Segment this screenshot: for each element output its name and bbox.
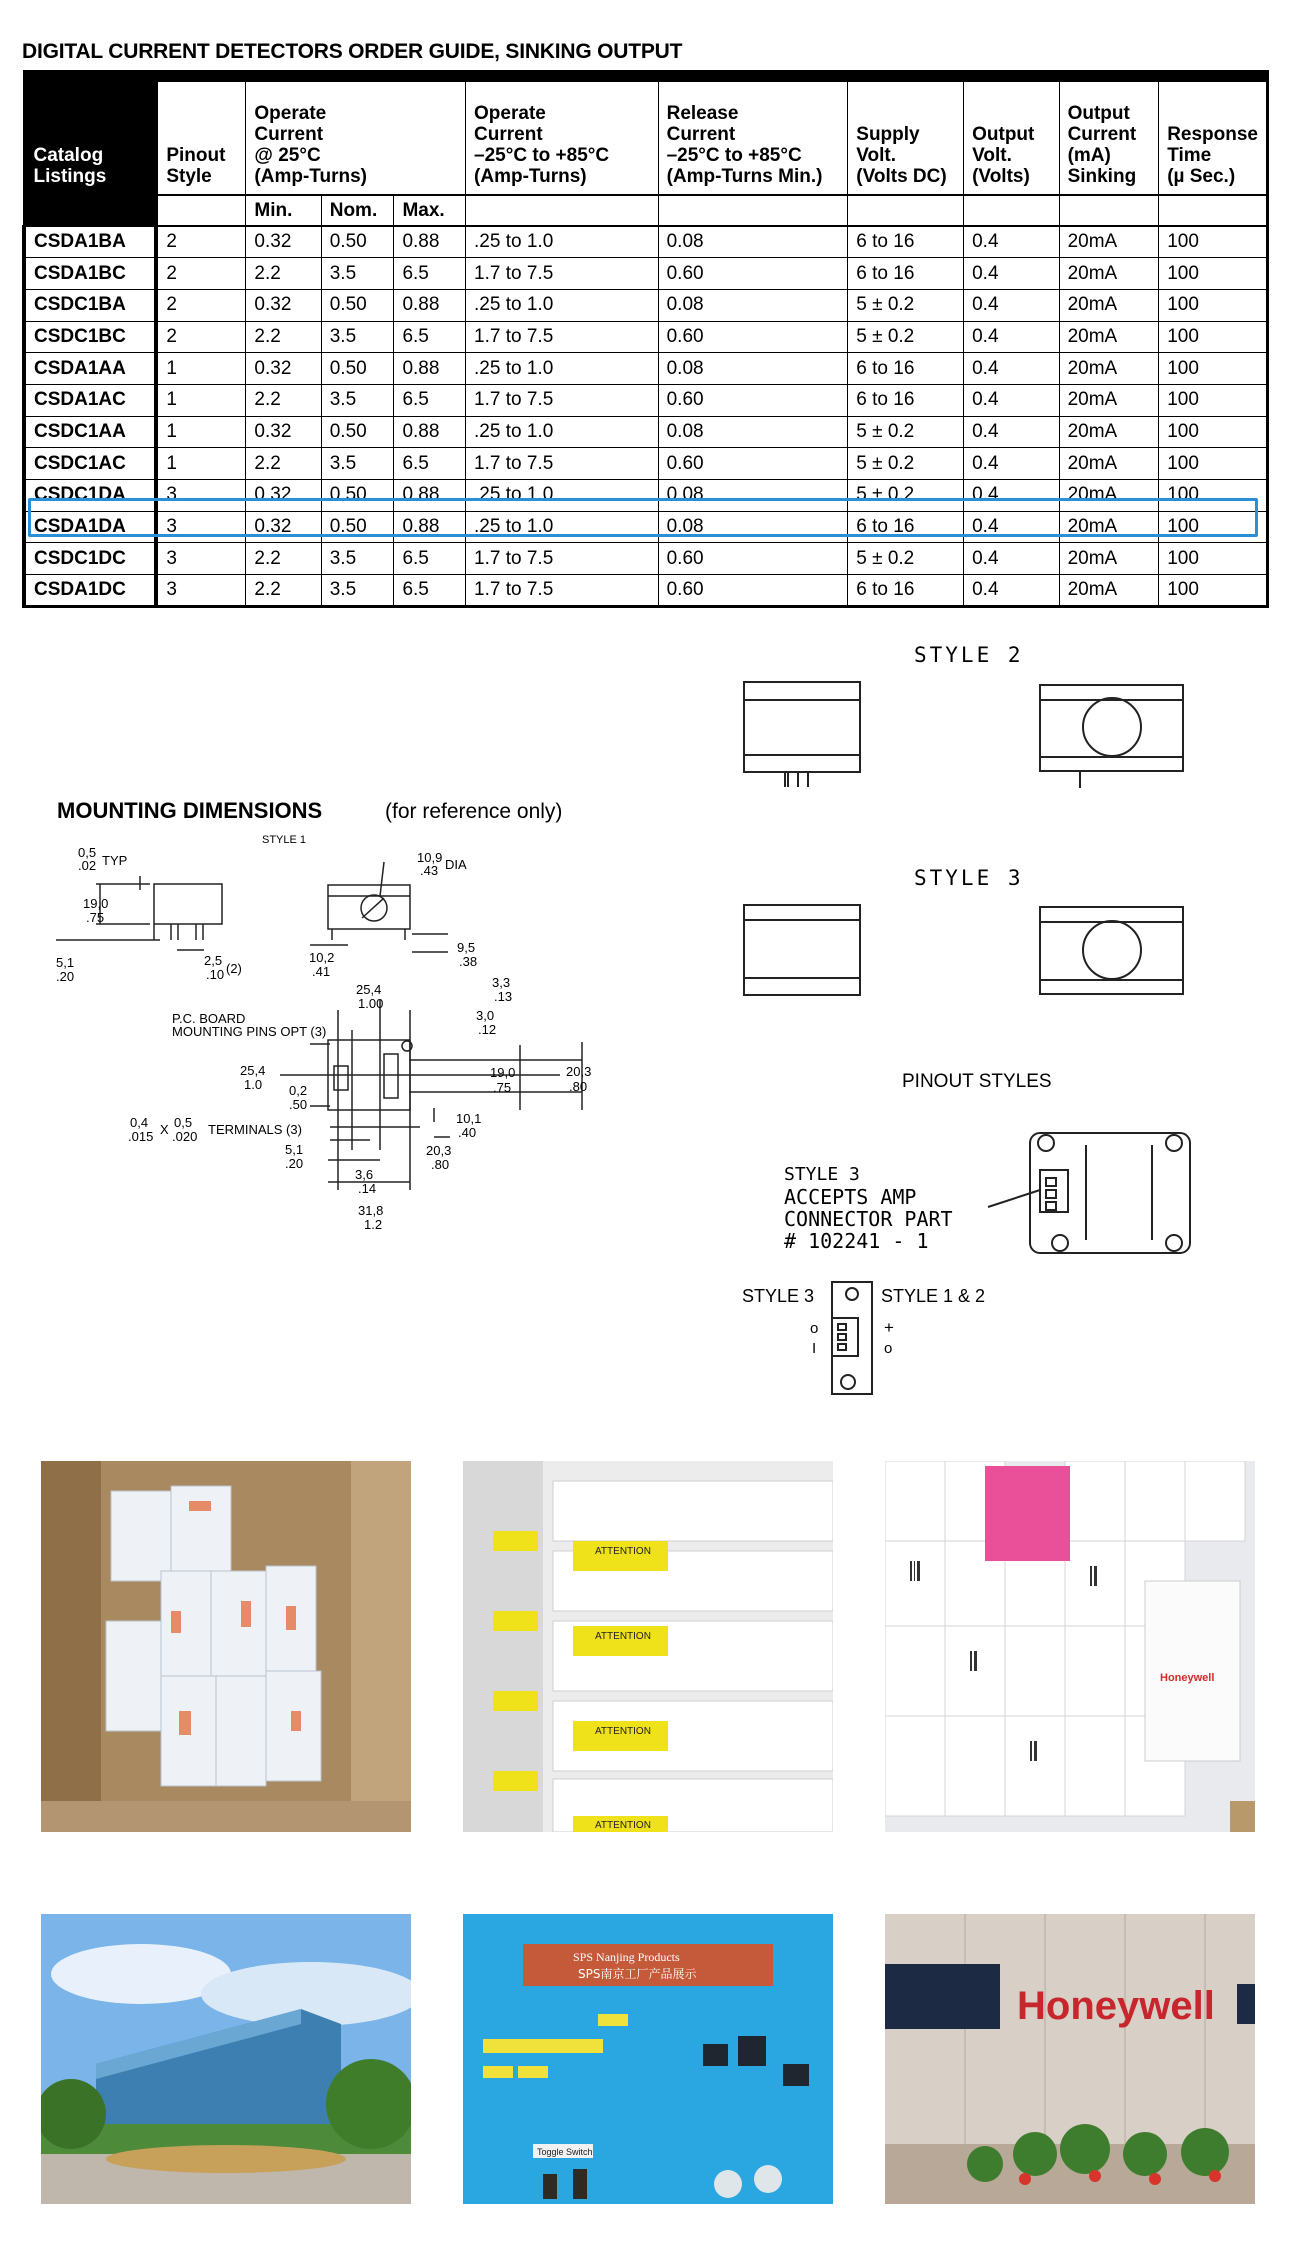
dim-43: .43 [420,863,439,878]
table-cell: 20mA [1059,416,1159,448]
dim-25: 2,5 [204,953,223,968]
table-cell: 0.08 [658,416,848,448]
note-line-3: CONNECTOR PART [784,1207,953,1231]
table-cell: 3.5 [321,448,394,480]
table-cell: 0.60 [658,384,848,416]
table-cell: 0.4 [964,384,1059,416]
dim-190b: 19,0 [490,1065,516,1080]
table-cell: 2 [156,258,246,290]
dim-20b: .20 [285,1156,304,1171]
photo-attention-4: ATTENTION [595,1820,651,1831]
table-cell: 0.50 [321,511,394,543]
pinout-connector-view [988,1133,1190,1253]
note-line-2: ACCEPTS AMP [784,1185,917,1209]
photo-sps-display-case [463,1914,833,2204]
table-cell: 3.5 [321,258,394,290]
table-cell: 5 ± 0.2 [848,289,964,321]
table-cell: 2 [156,226,246,258]
table-cell: 1 [156,448,246,480]
table-cell: 1.7 to 7.5 [466,321,659,353]
dim-05b: 0,5 [174,1115,193,1130]
table-cell: 0.08 [658,353,848,385]
catalog-cell: CSDA1AC [24,384,156,416]
polarity-left-top: o [810,1320,819,1337]
table-cell: .25 to 1.0 [466,416,659,448]
table-cell: 20mA [1059,353,1159,385]
dim-015: .015 [128,1129,154,1144]
table-cell: 3 [156,480,246,512]
photo-sensor-boxes-attention [463,1461,833,1832]
catalog-cell: CSDA1BA [24,226,156,258]
style3-label: STYLE 3 [914,866,1024,890]
photo-attention-2: ATTENTION [595,1631,651,1642]
table-cell: 20mA [1059,321,1159,353]
table-cell: 6 to 16 [848,575,964,607]
dim-51a: 5,1 [56,955,75,970]
dim-pins2: (2) [226,961,242,976]
style12-pin-label: STYLE 1 & 2 [881,1286,986,1306]
table-cell: 100 [1159,416,1268,448]
table-cell: 2.2 [246,258,321,290]
table-cell: 20mA [1059,511,1159,543]
table-cell: 2 [156,289,246,321]
style3-pin-label: STYLE 3 [742,1286,815,1306]
table-cell: 100 [1159,511,1268,543]
dim-36: 3,6 [355,1167,374,1182]
style2-side-view [744,682,860,787]
catalog-cell: CSDA1AA [24,353,156,385]
dim-020: .020 [172,1129,198,1144]
dim-33: 3,3 [492,975,511,990]
dim-terminals: TERMINALS (3) [208,1122,302,1137]
col-header-operate-range: Operate Current –25°C to +85°C (Amp-Turns) [466,76,659,195]
dim-13: .13 [494,989,513,1004]
polarity-left-bottom: I [812,1340,817,1357]
photo-honeywell-packages [885,1461,1255,1832]
polarity-right-top: + [884,1318,894,1337]
table-cell: 0.08 [658,226,848,258]
col-header-catalog: Catalog Listings [24,76,156,195]
table-cell: .25 to 1.0 [466,353,659,385]
photo-sps-sub: SPS南京工厂产品展示 [578,1967,697,1981]
dim-dia: DIA [445,857,467,872]
mounting-title: MOUNTING DIMENSIONS [57,798,323,823]
photo-brand-label: Honeywell [1160,1672,1215,1684]
table-cell: 1 [156,353,246,385]
catalog-cell: CSDC1AC [24,448,156,480]
table-cell: 0.4 [964,480,1059,512]
table-cell: 0.88 [394,511,466,543]
dim-style1: STYLE 1 [262,834,307,846]
table-cell: 1 [156,384,246,416]
table-cell: 2 [156,321,246,353]
table-cell: 0.50 [321,353,394,385]
col-header-release: Release Current –25°C to +85°C (Amp-Turns Min.) [658,76,848,195]
dim-254a: 25,4 [356,982,382,997]
table-cell: 100 [1159,289,1268,321]
table-cell: 0.60 [658,543,848,575]
style2-label: STYLE 2 [914,643,1024,667]
table-cell: 100 [1159,543,1268,575]
table-cell: 3.5 [321,321,394,353]
table-cell: 0.08 [658,480,848,512]
table-cell: 0.4 [964,511,1059,543]
col-header-output-current: Output Current (mA) Sinking [1059,76,1159,195]
catalog-cell: CSDA1DA [24,511,156,543]
subheader-max: Max. [394,195,466,226]
table-cell: 100 [1159,448,1268,480]
polarity-right-bottom: o [884,1340,893,1357]
dim-95: 9,5 [457,940,476,955]
table-cell: 0.32 [246,511,321,543]
table-cell: 6 to 16 [848,511,964,543]
dim-12: .12 [478,1022,497,1037]
dim-12b: 1.2 [364,1217,383,1232]
photo-lobby-brand: Honeywell [1017,1984,1215,2028]
table-cell: 20mA [1059,384,1159,416]
col-header-pinout: Pinout Style [156,76,246,195]
table-cell: 0.4 [964,226,1059,258]
table-cell: 1 [156,416,246,448]
table-cell: 0.4 [964,289,1059,321]
table-cell: 0.4 [964,258,1059,290]
table-cell: 0.50 [321,289,394,321]
dim-04: 0,4 [130,1115,149,1130]
dim-02: .02 [78,858,97,873]
style2-front-view [1040,685,1183,788]
table-cell: 100 [1159,384,1268,416]
table-cell: 2.2 [246,384,321,416]
dim-318: 31,8 [358,1203,384,1218]
table-cell: 0.32 [246,480,321,512]
table-cell: 6 to 16 [848,353,964,385]
table-cell: 0.4 [964,353,1059,385]
table-cell: 1.7 to 7.5 [466,258,659,290]
table-cell: 0.32 [246,289,321,321]
table-cell: 20mA [1059,258,1159,290]
photo-boxes-carton [41,1461,411,1832]
dim-102: 10,2 [309,950,335,965]
catalog-cell: CSDA1BC [24,258,156,290]
table-cell: 0.32 [246,353,321,385]
dim-51b: 5,1 [285,1142,304,1157]
pinout-styles-title: PINOUT STYLES [902,1071,1052,1092]
dim-109: 10,9 [417,850,443,865]
catalog-cell: CSDC1AA [24,416,156,448]
style3-side-view [744,905,860,995]
table-cell: 0.88 [394,289,466,321]
table-cell: 6.5 [394,384,466,416]
table-cell: 0.60 [658,321,848,353]
catalog-cell: CSDC1BA [24,289,156,321]
note-line-4: # 102241 - 1 [784,1229,929,1253]
table-cell: 100 [1159,353,1268,385]
table-cell: 2.2 [246,575,321,607]
table-cell: 0.4 [964,416,1059,448]
dim-101: 10,1 [456,1111,482,1126]
table-cell: 6.5 [394,575,466,607]
table-cell: 3 [156,511,246,543]
table-cell: 2.2 [246,543,321,575]
table-cell: .25 to 1.0 [466,226,659,258]
table-cell: 20mA [1059,575,1159,607]
mounting-side-view [56,876,222,950]
table-cell: 6.5 [394,543,466,575]
table-cell: 6 to 16 [848,258,964,290]
table-cell: 0.08 [658,511,848,543]
dim-typ: TYP [102,853,128,868]
photo-honeywell-lobby [885,1914,1255,2204]
pinout-small-view [832,1282,872,1394]
col-header-output-volt: Output Volt. (Volts) [964,76,1059,195]
dim-10a: .10 [206,967,225,982]
table-cell: 2.2 [246,321,321,353]
dim-10b: 1.0 [244,1077,263,1092]
table-cell: 20mA [1059,448,1159,480]
dim-80a: .80 [569,1079,588,1094]
table-cell: 0.4 [964,575,1059,607]
photo-attention-1: ATTENTION [595,1546,651,1557]
table-cell: 3 [156,543,246,575]
table-cell: 20mA [1059,480,1159,512]
table-cell: 3 [156,575,246,607]
table-cell: 100 [1159,321,1268,353]
dim-254b: 25,4 [240,1063,266,1078]
table-cell: 6 to 16 [848,384,964,416]
subheader-min: Min. [246,195,321,226]
photo-sps-title: SPS Nanjing Products [573,1950,680,1964]
table-cell: 0.32 [246,226,321,258]
table-cell: 0.50 [321,416,394,448]
table-cell: 0.50 [321,226,394,258]
table-cell: 5 ± 0.2 [848,321,964,353]
dim-100: 1.00 [358,996,384,1011]
table-cell: .25 to 1.0 [466,289,659,321]
table-cell: 1.7 to 7.5 [466,575,659,607]
table-cell: 5 ± 0.2 [848,480,964,512]
table-cell: 0.4 [964,543,1059,575]
table-cell: 0.88 [394,353,466,385]
dim-times: X [160,1122,169,1137]
table-cell: 1.7 to 7.5 [466,384,659,416]
table-cell: 2.2 [246,448,321,480]
table-cell: .25 to 1.0 [466,480,659,512]
table-cell: 6.5 [394,258,466,290]
dim-38: .38 [459,954,478,969]
table-cell: 1.7 to 7.5 [466,543,659,575]
catalog-cell: CSDC1DC [24,543,156,575]
table-cell: 0.4 [964,321,1059,353]
subheader-nom: Nom. [321,195,394,226]
note-line-1: STYLE 3 [784,1164,860,1185]
dim-pcb1: P.C. BOARD [172,1011,246,1026]
table-cell: .25 to 1.0 [466,511,659,543]
table-cell: 0.60 [658,448,848,480]
col-header-response: Response Time (µ Sec.) [1159,76,1268,195]
dim-30: 3,0 [476,1008,495,1023]
table-cell: 3.5 [321,384,394,416]
dim-190a: 19,0 [83,896,109,911]
table-cell: 0.60 [658,258,848,290]
style3-front-view [1040,907,1183,994]
dim-41: .41 [312,964,331,979]
table-cell: 0.08 [658,289,848,321]
table-cell: 1.7 to 7.5 [466,448,659,480]
table-cell: 5 ± 0.2 [848,416,964,448]
dim-02b: 0,2 [289,1083,308,1098]
dim-pcb2: MOUNTING PINS OPT (3) [172,1024,327,1039]
catalog-cell: CSDA1DC [24,575,156,607]
table-cell: 100 [1159,575,1268,607]
table-cell: 0.88 [394,416,466,448]
table-cell: 0.4 [964,448,1059,480]
dim-14: .14 [358,1181,377,1196]
table-cell: 20mA [1059,289,1159,321]
table-cell: 3.5 [321,543,394,575]
table-cell: 0.32 [246,416,321,448]
table-cell: 0.50 [321,480,394,512]
table-cell: 100 [1159,480,1268,512]
dim-40: .40 [458,1125,477,1140]
dim-20a: .20 [56,969,75,984]
catalog-cell: CSDC1DA [24,480,156,512]
dim-80b: .80 [431,1157,450,1172]
photo-attention-3: ATTENTION [595,1726,651,1737]
table-cell: 20mA [1059,543,1159,575]
dim-203b: 20,3 [426,1143,452,1158]
table-cell: 5 ± 0.2 [848,448,964,480]
dim-50: .50 [289,1097,308,1112]
table-cell: 5 ± 0.2 [848,543,964,575]
table-cell: 6.5 [394,321,466,353]
photo-honeywell-building [41,1914,411,2204]
table-cell: 3.5 [321,575,394,607]
table-cell: 20mA [1059,226,1159,258]
col-header-operate-25: Operate Current @ 25°C (Amp-Turns) [246,76,466,195]
table-cell: 100 [1159,258,1268,290]
table-cell: 6.5 [394,448,466,480]
photo-toggle-label: Toggle Switch [537,2147,593,2157]
dim-203a: 20,3 [566,1064,592,1079]
table-cell: 0.88 [394,226,466,258]
table-cell: 6 to 16 [848,226,964,258]
mounting-note: (for reference only) [385,800,563,823]
dim-75a: .75 [86,910,105,925]
col-header-supply: Supply Volt. (Volts DC) [848,76,964,195]
table-cell: 0.60 [658,575,848,607]
page-title: DIGITAL CURRENT DETECTORS ORDER GUIDE, SINKING OUTPUT [22,40,683,63]
catalog-cell: CSDC1BC [24,321,156,353]
dim-05: 0,5 [78,845,97,860]
table-cell: 100 [1159,226,1268,258]
table-cell: 0.88 [394,480,466,512]
dim-75b: .75 [493,1080,512,1095]
